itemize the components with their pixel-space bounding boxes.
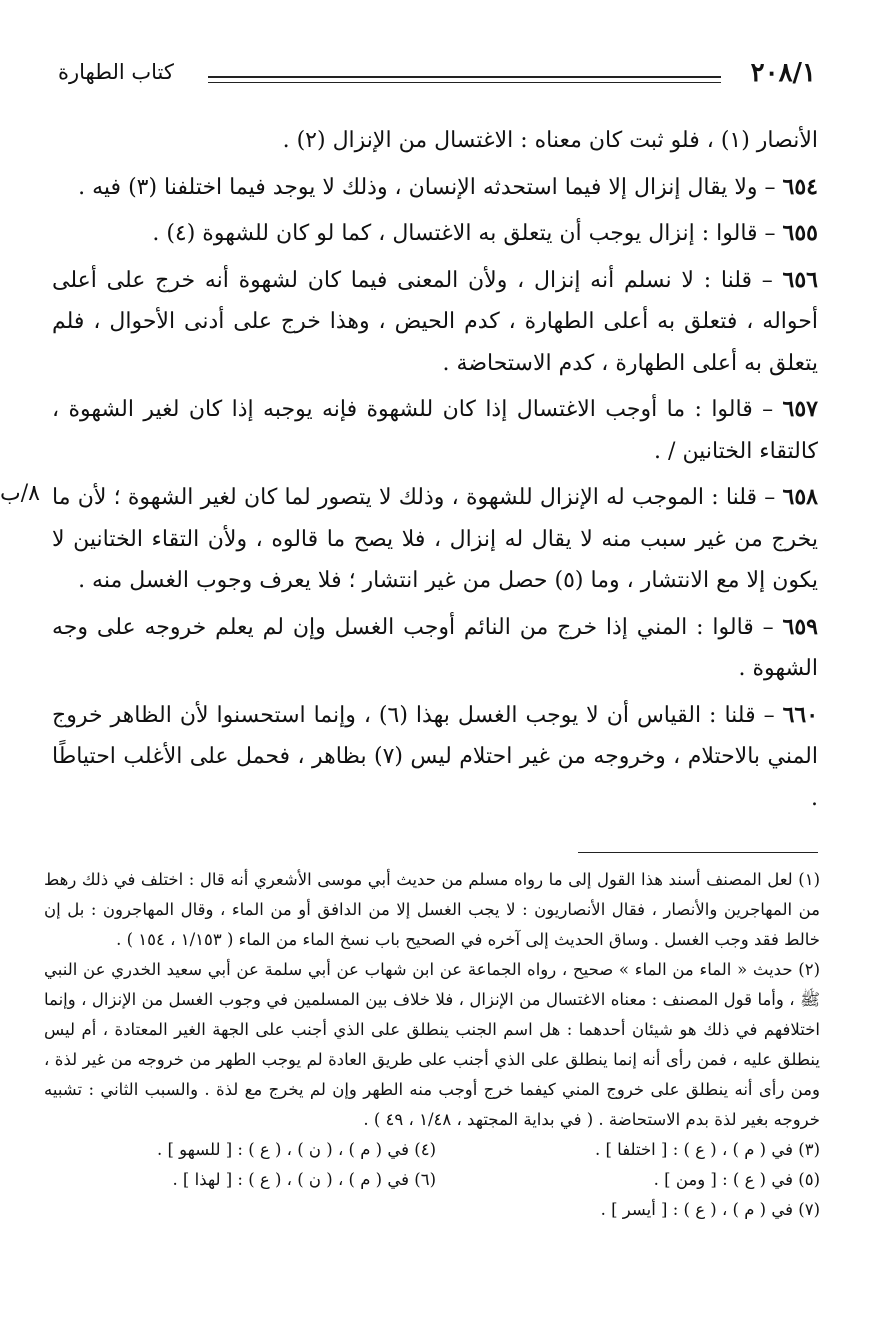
paragraph-text: الأنصار (١) ، فلو ثبت كان معناه : الاغتسال من الإنزال (٢) . — [282, 128, 818, 153]
paragraph-number: ٦٥٨ — [782, 484, 818, 510]
footnote: (١) لعل المصنف أسند هذا القول إلى ما رواه مسلم من حديث أبي موسى الأشعري أنه قال : اختلف في ذلك رهط من المهاجرين والأنصار ، فقال الأنصاريون : لا يجب الغسل إلا من الدافق أو من الماء ، وقال المهاجرون : بل إن خالط فقد وجب الغسل . وساق الحديث إلى آخره في الصحيح باب نسخ الماء من الماء ( ١/١٥٣ ، ١٥٤ ) . — [44, 870, 820, 949]
variant-notes-row — [44, 1165, 820, 1195]
paragraph — [52, 607, 818, 690]
paragraph-number: ٦٥٩ — [782, 613, 818, 640]
footnote-separator — [578, 852, 818, 853]
paragraph-number: ٦٦٠ — [782, 701, 819, 728]
paragraph-text: – قالوا : إنزال يوجب أن يتعلق به الاغتسال ، كما لو كان للشهوة (٤) . — [152, 221, 776, 246]
paragraph — [52, 260, 818, 385]
margin-folio-note: ٨/ب — [0, 481, 40, 506]
header-rule-thin — [208, 82, 721, 83]
variant-note: (٧) في ( م ) ، ( ع ) : [ أيسر ] . — [600, 1200, 820, 1219]
page-header — [58, 56, 816, 96]
book-title: كتاب الطهارة — [58, 60, 174, 84]
paragraph-number: ٦٥٥ — [782, 220, 818, 246]
paragraph — [52, 477, 818, 602]
variant-notes-row — [44, 1135, 820, 1165]
footnote: (٢) حديث « الماء من الماء » صحيح ، رواه الجماعة عن ابن شهاب عن أبي سلمة عن أبي سعيد الخدري عن النبي ﷺ ، وأما قول المصنف : معناه الاغتسال من الإنزال ، فلا خلاف بين المسلمين في وجوب الغسل من الإنزال ، وإنما اختلافهم في ذلك هو شيئان أحدهما : هل اسم الجنب ينطلق على الذي أجنب على الجهة الغير المعتادة ، أم ليس ينطلق عليه ، فمن رأى أنه إنما ينطلق على الذي أجنب على طريق العادة لم يوجب الطهر من خروجه من غير لذة ، ومن رأى أنه ينطلق على خروج المني كيفما خرج أوجب منه الطهر وإن لم يخرج مع لذة . والسبب الثاني : تشبيه خروجه بغير لذة بدم الاستحاضة . ( في بداية المجتهد ، ١/٤٨ ، ٤٩ ) . — [44, 960, 820, 1129]
paragraph-number: ٦٥٧ — [782, 396, 818, 422]
paragraph — [52, 695, 818, 820]
paragraph-text: – ولا يقال إنزال إلا فيما استحدثه الإنسان ، وذلك لا يوجد فيما اختلفنا (٣) فيه . — [78, 174, 776, 200]
header-rule — [208, 76, 721, 78]
paragraph-text: – قلنا : لا نسلم أنه إنزال ، ولأن المعنى فيما كان لشهوة أنه خرج على أعلى أحواله ، فتعلق به أعلى الطهارة ، كدم الحيض ، وهذا خرج على أدنى الأحوال ، فلم يتعلق به أعلى الطهارة ، كدم الاستحاضة . — [52, 267, 818, 376]
paragraph — [52, 120, 818, 162]
paragraph-number: ٦٥٤ — [782, 173, 818, 200]
footnotes — [44, 865, 820, 1225]
variant-note: (٦) في ( م ) ، ( ن ) ، ( ع ) : [ لهذا ] . — [172, 1170, 436, 1189]
paragraph — [52, 389, 818, 472]
variant-note: (٥) في ( ع ) : [ ومن ] . — [653, 1170, 820, 1189]
variant-notes-row — [44, 1195, 820, 1225]
paragraph-text: – قالوا : ما أوجب الاغتسال إذا كان للشهوة فإنه يوجبه إذا كان لغير الشهوة ، كالتقاء الختانين / . — [52, 397, 818, 464]
variant-note: (٤) في ( م ) ، ( ن ) ، ( ع ) : [ للسهو ] . — [156, 1140, 436, 1159]
paragraph-text: – قلنا : القياس أن لا يوجب الغسل بهذا (٦) ، وإنما استحسنوا لأن الظاهر خروج المني بالاحتلام ، وخروجه من غير احتلام ليس (٧) بظاهر ، فحمل على الأغلب احتياطًا . — [52, 702, 818, 811]
main-text — [52, 120, 818, 824]
variant-note: (٣) في ( م ) ، ( ع ) : [ اختلفا ] . — [595, 1140, 820, 1159]
page-number: ٢٠٨/١ — [750, 58, 816, 88]
paragraph-text: – قلنا : الموجب له الإنزال للشهوة ، وذلك لا يتصور لما كان لغير الشهوة ؛ لأن ما يخرج من غير سبب منه لا يقال له إنزال ، فلا يصح ما قالوه ، ولأن التقاء الختانين لا يكون إلا مع الانتشار ، وما (٥) حصل من غير انتشار ؛ فلا يعرف وجوب الغسل منه . — [52, 485, 818, 593]
paragraph-number: ٦٥٦ — [782, 266, 818, 293]
paragraph-text: – قالوا : المني إذا خرج من النائم أوجب الغسل وإن لم يعلم خروجه على وجه الشهوة . — [52, 614, 818, 681]
paragraph — [52, 167, 818, 209]
paragraph — [52, 213, 818, 255]
